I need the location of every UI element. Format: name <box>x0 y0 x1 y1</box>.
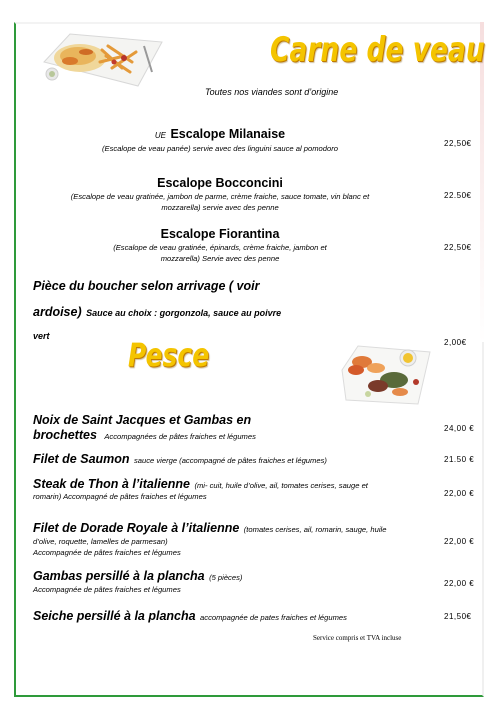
fish-name: Filet de Dorade Royale à l’italienne <box>33 521 240 535</box>
price-bocconcini: 22.50€ <box>444 191 472 200</box>
fish-saumon <box>33 450 327 468</box>
dish-description-2: mozzarella) Servie avec des penne <box>160 254 280 263</box>
fish-dish-photo <box>338 340 434 408</box>
fish-description: Accompagnées de pâtes fraiches et légumes <box>104 432 256 441</box>
dish-description: (Escalope de veau panée) servie avec des linguini sauce al pomodoro <box>102 144 338 153</box>
dish-description: (Escalope de veau gratinée, épinards, crème fraiche, jambon et <box>113 243 327 252</box>
veal-dish-photo <box>40 28 165 90</box>
fish-description: sauce vierge (accompagné de pâtes fraiches et légumes) <box>134 456 327 465</box>
fish-gambas <box>33 567 242 585</box>
fish-name: Filet de Saumon <box>33 452 130 466</box>
service-note: Service compris et TVA incluse <box>313 634 402 642</box>
dish-name: Escalope Bocconcini <box>157 176 283 190</box>
dish-escalope-fiorantina <box>30 227 410 264</box>
dish-escalope-bocconcini <box>30 176 410 213</box>
fish-name: Steak de Thon à l’italienne <box>33 477 190 491</box>
butcher-ardoise: ardoise) <box>33 305 82 319</box>
price-saint-jacques: 24,00 € <box>444 424 475 433</box>
price-butcher: 2,00€ <box>444 338 467 347</box>
price-gambas: 22,00 € <box>444 579 475 588</box>
fish-saint-jacques-line2 <box>33 426 256 444</box>
price-fiorantina: 22,50€ <box>444 243 472 252</box>
butcher-line3: vert <box>33 331 50 341</box>
fish-saint-jacques-line1: Noix de Saint Jacques et Gambas en <box>33 413 252 427</box>
price-thon: 22,00 € <box>444 489 475 498</box>
fish-dorade-desc3: Accompagnée de pâtes fraiches et légumes <box>33 548 181 557</box>
dish-name: Escalope Milanaise <box>170 127 286 141</box>
fish-dorade-desc2: d’olive, roquette, lamelles de parmesan) <box>33 537 168 546</box>
fish-name: Seiche persillé à la plancha <box>33 609 196 623</box>
origin-note: Toutes nos viandes sont d’origine <box>205 87 339 97</box>
section-title-fish: Pesce <box>128 336 210 374</box>
butcher-line2 <box>33 303 281 321</box>
fish-seiche <box>33 607 347 625</box>
fish-thon-desc2: romarin) Accompagné de pâtes fraiches et légumes <box>33 492 207 501</box>
fish-description: (5 pièces) <box>209 573 243 582</box>
fish-name: Gambas persillé à la plancha <box>33 569 205 583</box>
dish-name: Escalope Fiorantina <box>160 227 280 241</box>
fish-name-cont: brochettes <box>33 428 97 442</box>
origin-prefix: UE <box>154 131 167 140</box>
fish-gambas-desc2: Accompagnée de pâtes fraiches et légumes <box>33 585 181 594</box>
price-milanaise: 22,50€ <box>444 139 472 148</box>
section-title-veal: Carne de veau <box>270 30 485 70</box>
fish-description: (mi- cuit, huile d’olive, ail, tomates cerises, sauge et <box>194 481 368 490</box>
fish-dorade <box>33 519 386 537</box>
price-dorade: 22,00 € <box>444 537 475 546</box>
dish-description: (Escalope de veau gratinée, jambon de parme, crème fraiche, sauce tomate, vin blanc et <box>70 192 370 201</box>
butcher-sauce: Sauce au choix : gorgonzola, sauce au poivre <box>86 308 282 318</box>
fish-description: accompagnée de pates fraiches et légumes <box>200 613 347 622</box>
price-saumon: 21.50 € <box>444 455 475 464</box>
price-seiche: 21,50€ <box>444 612 472 621</box>
fish-description: (tomates cerises, ail, romarin, sauge, huile <box>243 525 387 534</box>
frame-accent <box>480 22 484 342</box>
dish-escalope-milanaise <box>30 125 410 154</box>
butcher-line1: Pièce du boucher selon arrivage ( voir <box>33 279 260 293</box>
dish-description-2: mozzarella) servie avec des penne <box>161 203 279 212</box>
